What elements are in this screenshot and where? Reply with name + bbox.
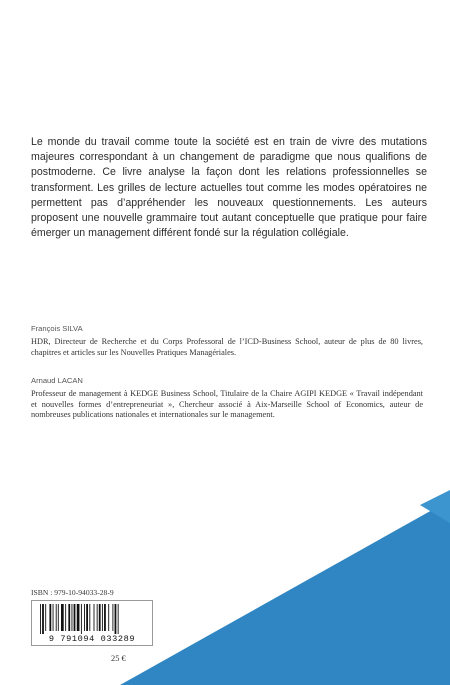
barcode-bar: [84, 604, 85, 631]
barcode-bar: [115, 604, 117, 634]
barcode-bar: [68, 604, 70, 631]
barcode-bar: [77, 604, 80, 631]
barcode-bar: [86, 604, 88, 631]
barcode-bar: [97, 604, 98, 631]
isbn-text: ISBN : 979-10-94033-28-9: [31, 588, 114, 597]
barcode-bar: [45, 604, 46, 631]
barcode-bar: [108, 604, 109, 631]
blue-triangle-large: [120, 500, 450, 685]
author-name-silva: François SILVA: [31, 324, 83, 333]
barcode-bar: [58, 604, 59, 631]
barcode-bar: [81, 604, 82, 634]
barcode-bar: [65, 604, 66, 631]
author-bio-silva: HDR, Directeur de Recherche et du Corps Professoral de l’ICD-Business School, auteur de plus de 80 livres, chapitres et articles sur les Nouvelles Pratiques Managériales.: [31, 337, 423, 357]
barcode-bar: [89, 604, 90, 631]
barcode-digits: 9 791094 033289: [48, 634, 136, 644]
author-name-lacan: Arnaud LACAN: [31, 376, 83, 385]
barcode-bar: [118, 604, 119, 634]
barcode-bar: [94, 604, 95, 631]
barcode-bar: [104, 604, 106, 631]
barcode-bar: [40, 604, 41, 634]
barcode-bar: [53, 604, 54, 631]
barcode-bar: [42, 604, 44, 634]
barcode-bar: [56, 604, 57, 631]
barcode-bar: [49, 604, 51, 631]
barcode: [31, 600, 153, 646]
back-cover-blurb: Le monde du travail comme toute la société est en train de vivre des mutations majeures correspondant à un changement de paradigme que nous qualifions de postmoderne. Ce livre analyse la façon dont les relations professionnelles se transforment. Les grilles de lecture actuelles tout comme les modes opératoires ne permettent pas d’appréhender les nouveaux questionnements. Les auteurs proposent une nouvelle grammaire tout autant conceptuelle que pratique pour faire émerger un management différent fondé sur la régulation collégiale.: [31, 136, 427, 240]
barcode-bar: [112, 604, 113, 631]
barcode-bar: [61, 604, 64, 631]
barcode-bar: [74, 604, 76, 631]
barcode-bar: [99, 604, 101, 631]
barcode-bars: [40, 604, 144, 634]
barcode-bar: [72, 604, 73, 631]
barcode-bar: [102, 604, 103, 631]
author-bio-lacan: Professeur de management à KEDGE Business School, Titulaire de la Chaire AGIPI KEDGE « Travail indépendant et nouvelles formes d’entrepreneuriat », Chercheur associé à Aix-Marseille School of Economics, auteur de nombreuses publications nationales et internationales sur le management.: [31, 389, 423, 420]
price: 25 €: [111, 654, 126, 663]
